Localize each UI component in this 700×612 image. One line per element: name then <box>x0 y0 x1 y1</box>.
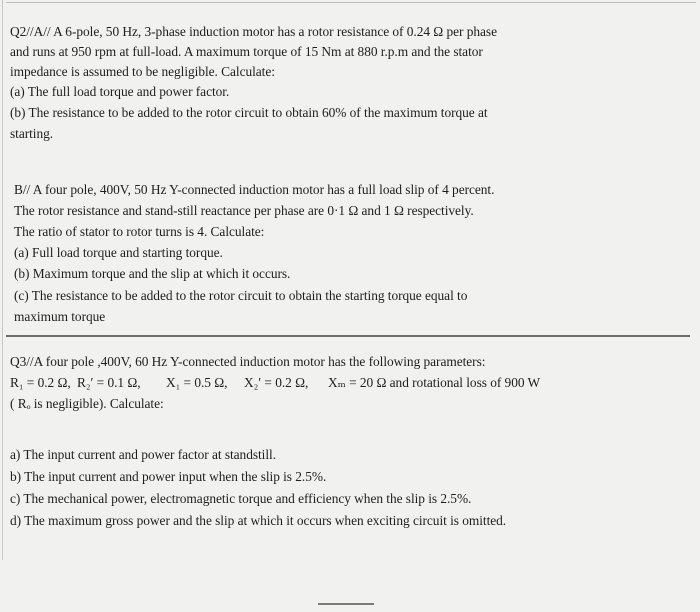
q3-intro: Q3//A four pole ,400V, 60 Hz Y-connected induction motor has the following parameters: <box>10 354 486 369</box>
q3-item-a: a) The input current and power factor at standstill. <box>10 447 276 462</box>
q2b-item-c: (c) The resistance to be added to the rotor circuit to obtain the starting torque equal to <box>14 288 468 303</box>
q2b-line-1: B// A four pole, 400V, 50 Hz Y-connected induction motor has a full load slip of 4 percent. <box>14 182 495 197</box>
section-divider <box>6 335 690 337</box>
q2b-item-b: (b) Maximum torque and the slip at which it occurs. <box>14 266 291 281</box>
q3-item-b: b) The input current and power input when the slip is 2.5%. <box>10 469 327 484</box>
q3-item-d: d) The maximum gross power and the slip at which it occurs when exciting circuit is omitted. <box>10 513 507 528</box>
q2b-item-c-cont: maximum torque <box>14 309 106 324</box>
top-divider <box>6 2 696 3</box>
q2b-line-3: The ratio of stator to rotor turns is 4. Calculate: <box>14 224 265 239</box>
q2a-item-a: (a) The full load torque and power factor. <box>10 84 230 99</box>
bottom-mark <box>318 603 374 605</box>
q3-param-x2: X₂′ = 0.2 Ω, <box>244 375 309 390</box>
q2b-line-2: The rotor resistance and stand-still reactance per phase are 0·1 Ω and 1 Ω respectively. <box>14 203 474 218</box>
q2a-line-2: and runs at 950 rpm at full-load. A maximum torque of 15 Nm at 880 r.p.m and the stator <box>10 44 483 59</box>
q2a-line-3: impedance is assumed to be negligible. Calculate: <box>10 64 275 79</box>
q3-param-x1: X₁ = 0.5 Ω, <box>166 375 228 390</box>
q2a-line-1: Q2//A// A 6-pole, 50 Hz, 3-phase induction motor has a rotor resistance of 0.24 Ω per phase <box>10 24 497 39</box>
q3-param-r1: R₁ = 0.2 Ω, <box>10 375 71 390</box>
q3-note: ( Rₒ is negligible). Calculate: <box>10 396 164 411</box>
q2b-item-a: (a) Full load torque and starting torque. <box>14 245 223 260</box>
q2a-item-b: (b) The resistance to be added to the rotor circuit to obtain 60% of the maximum torque at <box>10 105 488 120</box>
q3-item-c: c) The mechanical power, electromagnetic torque and efficiency when the slip is 2.5%. <box>10 491 472 506</box>
q3-param-r2: R₂′ = 0.1 Ω, <box>77 375 141 390</box>
left-edge <box>2 0 3 560</box>
q2a-item-b-cont: starting. <box>10 126 54 141</box>
q3-param-xm: Xₘ = 20 Ω and rotational loss of 900 W <box>328 375 541 390</box>
